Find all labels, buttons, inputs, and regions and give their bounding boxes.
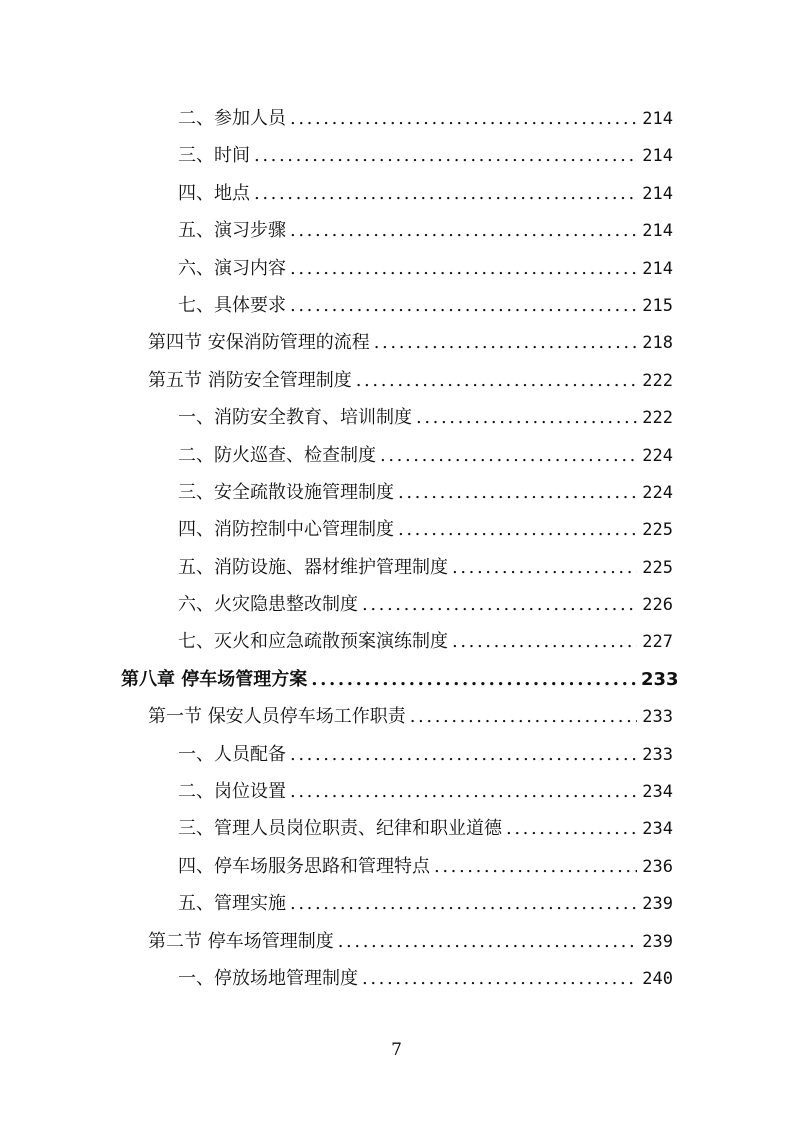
- toc-entry-page: 224: [642, 482, 673, 503]
- toc-entry-title: 一、停放场地管理制度: [178, 967, 358, 989]
- toc-leader-dots: [380, 437, 637, 474]
- toc-entry-title: 六、火灾隐患整改制度: [178, 594, 358, 616]
- toc-leader-dots: [290, 250, 637, 287]
- toc-entry-title: 二、岗位设置: [178, 781, 286, 803]
- toc-section-entry[interactable]: [0, 923, 793, 960]
- toc-entry-page: 224: [642, 445, 673, 466]
- toc-entry[interactable]: [0, 810, 793, 847]
- toc-entry-page: 236: [642, 856, 673, 877]
- toc-leader-dots: [254, 137, 637, 174]
- table-of-contents: [0, 100, 793, 997]
- toc-leader-dots: [362, 586, 637, 623]
- toc-entry[interactable]: [0, 474, 793, 511]
- toc-entry-page: 222: [642, 408, 673, 429]
- toc-entry-title: 四、停车场服务思路和管理特点: [178, 855, 430, 877]
- toc-entry-page: 233: [641, 668, 679, 690]
- toc-entry-title: 第二节 停车场管理制度: [148, 930, 334, 952]
- toc-entry-title: 五、消防设施、器材维护管理制度: [178, 556, 448, 578]
- toc-entry-page: 233: [642, 707, 673, 728]
- toc-entry-page: 222: [642, 370, 673, 391]
- toc-leader-dots: [434, 848, 637, 885]
- toc-leader-dots: [398, 511, 637, 548]
- toc-section-entry[interactable]: [0, 698, 793, 735]
- page-number: 7: [391, 1040, 402, 1060]
- toc-entry-page: 239: [642, 931, 673, 952]
- toc-entry-title: 三、管理人员岗位职责、纪律和职业道德: [178, 818, 502, 840]
- toc-entry-page: 218: [642, 333, 673, 354]
- toc-entry[interactable]: [0, 212, 793, 249]
- toc-entry-title: 七、灭火和应急疏散预案演练制度: [178, 631, 448, 653]
- toc-leader-dots: [290, 773, 637, 810]
- toc-entry-title: 第一节 保安人员停车场工作职责: [148, 706, 406, 728]
- toc-entry-page: 214: [642, 258, 673, 279]
- toc-entry-page: 214: [642, 221, 673, 242]
- toc-leader-dots: [410, 698, 637, 735]
- toc-entry[interactable]: [0, 250, 793, 287]
- toc-entry-page: 214: [642, 109, 673, 129]
- toc-entry-title: 四、地点: [178, 182, 250, 204]
- toc-entry-title: 一、人员配备: [178, 743, 286, 765]
- toc-entry-title: 第八章 停车场管理方案: [121, 668, 308, 690]
- toc-entry[interactable]: [0, 175, 793, 212]
- toc-leader-dots: [254, 175, 637, 212]
- toc-entry-title: 一、消防安全教育、培训制度: [178, 407, 412, 429]
- toc-entry-title: 二、防火巡查、检查制度: [178, 444, 376, 466]
- toc-entry[interactable]: [0, 100, 793, 137]
- toc-leader-dots: [290, 212, 637, 249]
- toc-entry-title: 五、演习步骤: [178, 220, 286, 242]
- toc-entry[interactable]: [0, 623, 793, 660]
- toc-entry[interactable]: [0, 848, 793, 885]
- toc-leader-dots: [398, 474, 637, 511]
- toc-chapter-entry[interactable]: [0, 661, 793, 698]
- toc-section-entry[interactable]: [0, 324, 793, 361]
- toc-entry[interactable]: [0, 399, 793, 436]
- toc-entry-page: 233: [642, 744, 673, 765]
- toc-entry-title: 第五节 消防安全管理制度: [148, 369, 352, 391]
- toc-leader-dots: [311, 661, 637, 698]
- toc-entry[interactable]: [0, 287, 793, 324]
- toc-leader-dots: [290, 287, 637, 324]
- toc-entry-page: 225: [642, 520, 673, 541]
- toc-entry[interactable]: [0, 960, 793, 997]
- toc-entry-title: 六、演习内容: [178, 257, 286, 279]
- toc-entry-page: 240: [642, 968, 673, 989]
- toc-entry-page: 234: [642, 782, 673, 803]
- toc-leader-dots: [374, 324, 637, 361]
- toc-entry-title: 四、消防控制中心管理制度: [178, 519, 394, 541]
- toc-leader-dots: [356, 362, 637, 399]
- toc-entry-page: 215: [642, 295, 673, 316]
- toc-entry-page: 214: [642, 183, 673, 204]
- toc-entry[interactable]: [0, 511, 793, 548]
- toc-entry[interactable]: [0, 549, 793, 586]
- toc-entry-page: 214: [642, 146, 673, 167]
- toc-entry[interactable]: [0, 586, 793, 623]
- toc-leader-dots: [290, 736, 637, 773]
- toc-leader-dots: [338, 923, 637, 960]
- toc-leader-dots: [452, 549, 637, 586]
- toc-leader-dots: [290, 100, 637, 137]
- toc-entry-page: 227: [642, 632, 673, 653]
- toc-leader-dots: [506, 810, 637, 847]
- toc-entry-title: 二、参加人员: [178, 108, 286, 129]
- toc-entry[interactable]: [0, 885, 793, 922]
- toc-entry[interactable]: [0, 773, 793, 810]
- toc-entry-title: 五、管理实施: [178, 893, 286, 915]
- toc-entry-page: 225: [642, 557, 673, 578]
- toc-leader-dots: [362, 960, 637, 997]
- toc-entry[interactable]: [0, 437, 793, 474]
- toc-leader-dots: [290, 885, 637, 922]
- toc-leader-dots: [416, 399, 637, 436]
- toc-leader-dots: [452, 623, 637, 660]
- toc-entry-page: 239: [642, 894, 673, 915]
- toc-entry-title: 第四节 安保消防管理的流程: [148, 332, 370, 354]
- toc-entry-page: 226: [642, 595, 673, 616]
- toc-entry-title: 三、时间: [178, 145, 250, 167]
- toc-entry-page: 234: [642, 819, 673, 840]
- toc-entry[interactable]: [0, 137, 793, 174]
- toc-section-entry[interactable]: [0, 362, 793, 399]
- toc-entry-title: 七、具体要求: [178, 294, 286, 316]
- toc-entry-title: 三、安全疏散设施管理制度: [178, 481, 394, 503]
- toc-entry[interactable]: [0, 736, 793, 773]
